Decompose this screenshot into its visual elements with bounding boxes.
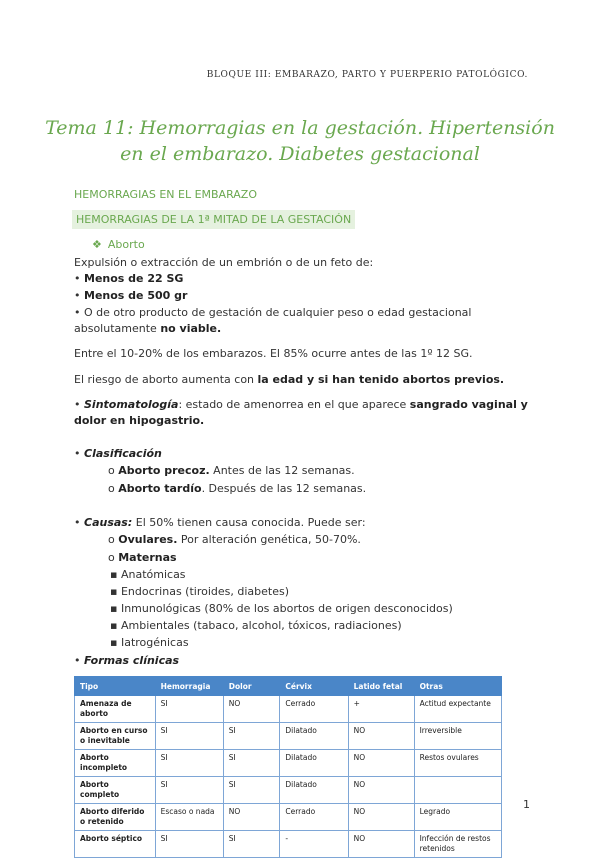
table-row [75, 777, 502, 804]
table-cell: NO [348, 750, 414, 777]
bullet-icon: • [74, 306, 81, 319]
sub-bullet-icon: o [108, 464, 115, 477]
table-cell: NO [348, 723, 414, 750]
def-item-text: O de otro producto de gestación de cualquier peso o edad gestacional absolutamente [74, 306, 472, 335]
square-bullet-icon: ▪ [110, 602, 118, 615]
causes-item-bold: Maternas [118, 551, 177, 564]
table-header: Cérvix [280, 677, 348, 696]
square-bullet-icon: ▪ [110, 568, 118, 581]
bullet-icon: • [74, 447, 81, 460]
section-heading: HEMORRAGIAS EN EL EMBARAZO [74, 188, 257, 201]
causes-text: El 50% tienen causa conocida. Puede ser: [132, 516, 366, 529]
table-row [75, 696, 502, 723]
classification-item-text: . Después de las 12 semanas. [201, 482, 367, 495]
page-title [40, 115, 560, 167]
title-line-2: en el embarazo. Diabetes gestacional [120, 143, 480, 165]
table-cell: + [348, 696, 414, 723]
table-cell: SI [155, 777, 223, 804]
table-cell: Cerrado [280, 696, 348, 723]
maternal-cause-text: Ambientales (tabaco, alcohol, tóxicos, radiaciones) [120, 619, 402, 632]
causes-item-bold: Ovulares. [118, 533, 178, 546]
table-cell: Infección de restos retenidos [414, 831, 501, 858]
maternal-cause [110, 618, 402, 634]
table-cell: Aborto séptico [75, 831, 156, 858]
bullet-icon: • [74, 654, 81, 667]
table-cell: NO [223, 696, 280, 723]
symptoms-label: Sintomatología [84, 398, 179, 411]
table-header: Dolor [223, 677, 280, 696]
table-cell: Restos ovulares [414, 750, 501, 777]
maternal-cause [110, 567, 186, 583]
table-header: Latido fetal [348, 677, 414, 696]
table-cell: Dilatado [280, 750, 348, 777]
table-row [75, 750, 502, 777]
risk-bold: la edad y si han tenido abortos previos. [257, 373, 505, 386]
square-bullet-icon: ▪ [110, 636, 118, 649]
classification-item-bold: Aborto tardío [118, 482, 202, 495]
def-item-text: Menos de 22 SG [84, 272, 184, 285]
table-cell: SI [223, 831, 280, 858]
def-item [74, 305, 530, 337]
title-line-1: Tema 11: Hemorragias en la gestación. Hipertensión [45, 117, 555, 139]
maternal-cause-text: Anatómicas [120, 568, 186, 581]
table-cell: Cerrado [280, 804, 348, 831]
bullet-icon: • [74, 516, 81, 529]
table-cell: NO [223, 804, 280, 831]
table-header-row [75, 677, 502, 696]
page-number: 1 [523, 798, 530, 811]
causes-label: Causas: [84, 516, 133, 529]
table-header: Tipo [75, 677, 156, 696]
symptoms-plain: : estado de amenorrea en el que aparece [178, 398, 410, 411]
table-row [75, 831, 502, 858]
def-item-bold: no viable. [160, 322, 222, 335]
table-cell: Aborto incompleto [75, 750, 156, 777]
table-cell: NO [348, 777, 414, 804]
risk-text [74, 372, 504, 388]
classification-label: Clasificación [84, 447, 162, 460]
maternal-cause [110, 601, 453, 617]
diamond-bullet-icon: ❖ [92, 238, 102, 251]
table-cell: SI [155, 723, 223, 750]
incidence-text: Entre el 10-20% de los embarazos. El 85% ocurre antes de las 1º 12 SG. [74, 347, 473, 360]
causes-item-text: Por alteración genética, 50-70%. [177, 533, 361, 546]
symptoms-text [74, 397, 530, 429]
square-bullet-icon: ▪ [110, 619, 118, 632]
table-cell: NO [348, 831, 414, 858]
table-cell: SI [223, 750, 280, 777]
table-cell: Actitud expectante [414, 696, 501, 723]
bullet-icon: • [74, 398, 81, 411]
maternal-cause-text: Iatrogénicas [120, 636, 189, 649]
maternal-cause-text: Endocrinas (tiroides, diabetes) [120, 585, 290, 598]
table-cell: Legrado [414, 804, 501, 831]
table-cell [414, 777, 501, 804]
sub-bullet-icon: o [108, 482, 115, 495]
table-cell: Aborto en curso o inevitable [75, 723, 156, 750]
table-cell: Dilatado [280, 723, 348, 750]
table-header: Hemorragia [155, 677, 223, 696]
clinical-forms-label: Formas clínicas [84, 654, 180, 667]
topic-label: Aborto [107, 238, 145, 251]
bullet-icon: • [74, 289, 81, 302]
causes-heading [74, 515, 366, 531]
table-cell: SI [155, 696, 223, 723]
def-item-text: Menos de 500 gr [84, 289, 188, 302]
risk-plain: El riesgo de aborto aumenta con [74, 373, 258, 386]
table-cell: - [280, 831, 348, 858]
maternal-cause [110, 635, 189, 651]
sub-bullet-icon: o [108, 533, 115, 546]
table-cell: SI [155, 831, 223, 858]
table-cell: Aborto completo [75, 777, 156, 804]
def-item [74, 288, 187, 304]
subsection-heading: HEMORRAGIAS DE LA 1ª MITAD DE LA GESTACIÓN [72, 210, 355, 229]
table-row [75, 723, 502, 750]
table-cell: Dilatado [280, 777, 348, 804]
square-bullet-icon: ▪ [110, 585, 118, 598]
classification-item-bold: Aborto precoz. [118, 464, 210, 477]
clinical-forms-heading [74, 653, 179, 669]
classification-item-text: Antes de las 12 semanas. [209, 464, 355, 477]
table-cell: SI [223, 723, 280, 750]
classification-heading [74, 446, 162, 462]
classification-item [108, 463, 355, 479]
table-cell: Irreversible [414, 723, 501, 750]
definition: Expulsión o extracción de un embrión o de un feto de: [74, 256, 374, 269]
table-cell: Aborto diferido o retenido [75, 804, 156, 831]
table-cell: Escaso o nada [155, 804, 223, 831]
clinical-forms-table [74, 676, 502, 858]
table-header: Otras [414, 677, 501, 696]
table-cell: SI [223, 777, 280, 804]
topic-heading [92, 238, 145, 251]
maternal-cause [110, 584, 289, 600]
running-header: BLOQUE III: EMBARAZO, PARTO Y PUERPERIO PATOLÓGICO. [206, 70, 528, 80]
table-cell: SI [155, 750, 223, 777]
classification-item [108, 481, 366, 497]
table-row [75, 804, 502, 831]
bullet-icon: • [74, 272, 81, 285]
table-cell: Amenaza de aborto [75, 696, 156, 723]
def-item [74, 271, 183, 287]
table-cell: NO [348, 804, 414, 831]
sub-bullet-icon: o [108, 551, 115, 564]
maternal-cause-text: Inmunológicas (80% de los abortos de origen desconocidos) [120, 602, 453, 615]
causes-item [108, 550, 177, 566]
causes-item [108, 532, 361, 548]
symptoms-bold: sangrado vaginal y dolor en hipogastrio. [74, 398, 528, 427]
